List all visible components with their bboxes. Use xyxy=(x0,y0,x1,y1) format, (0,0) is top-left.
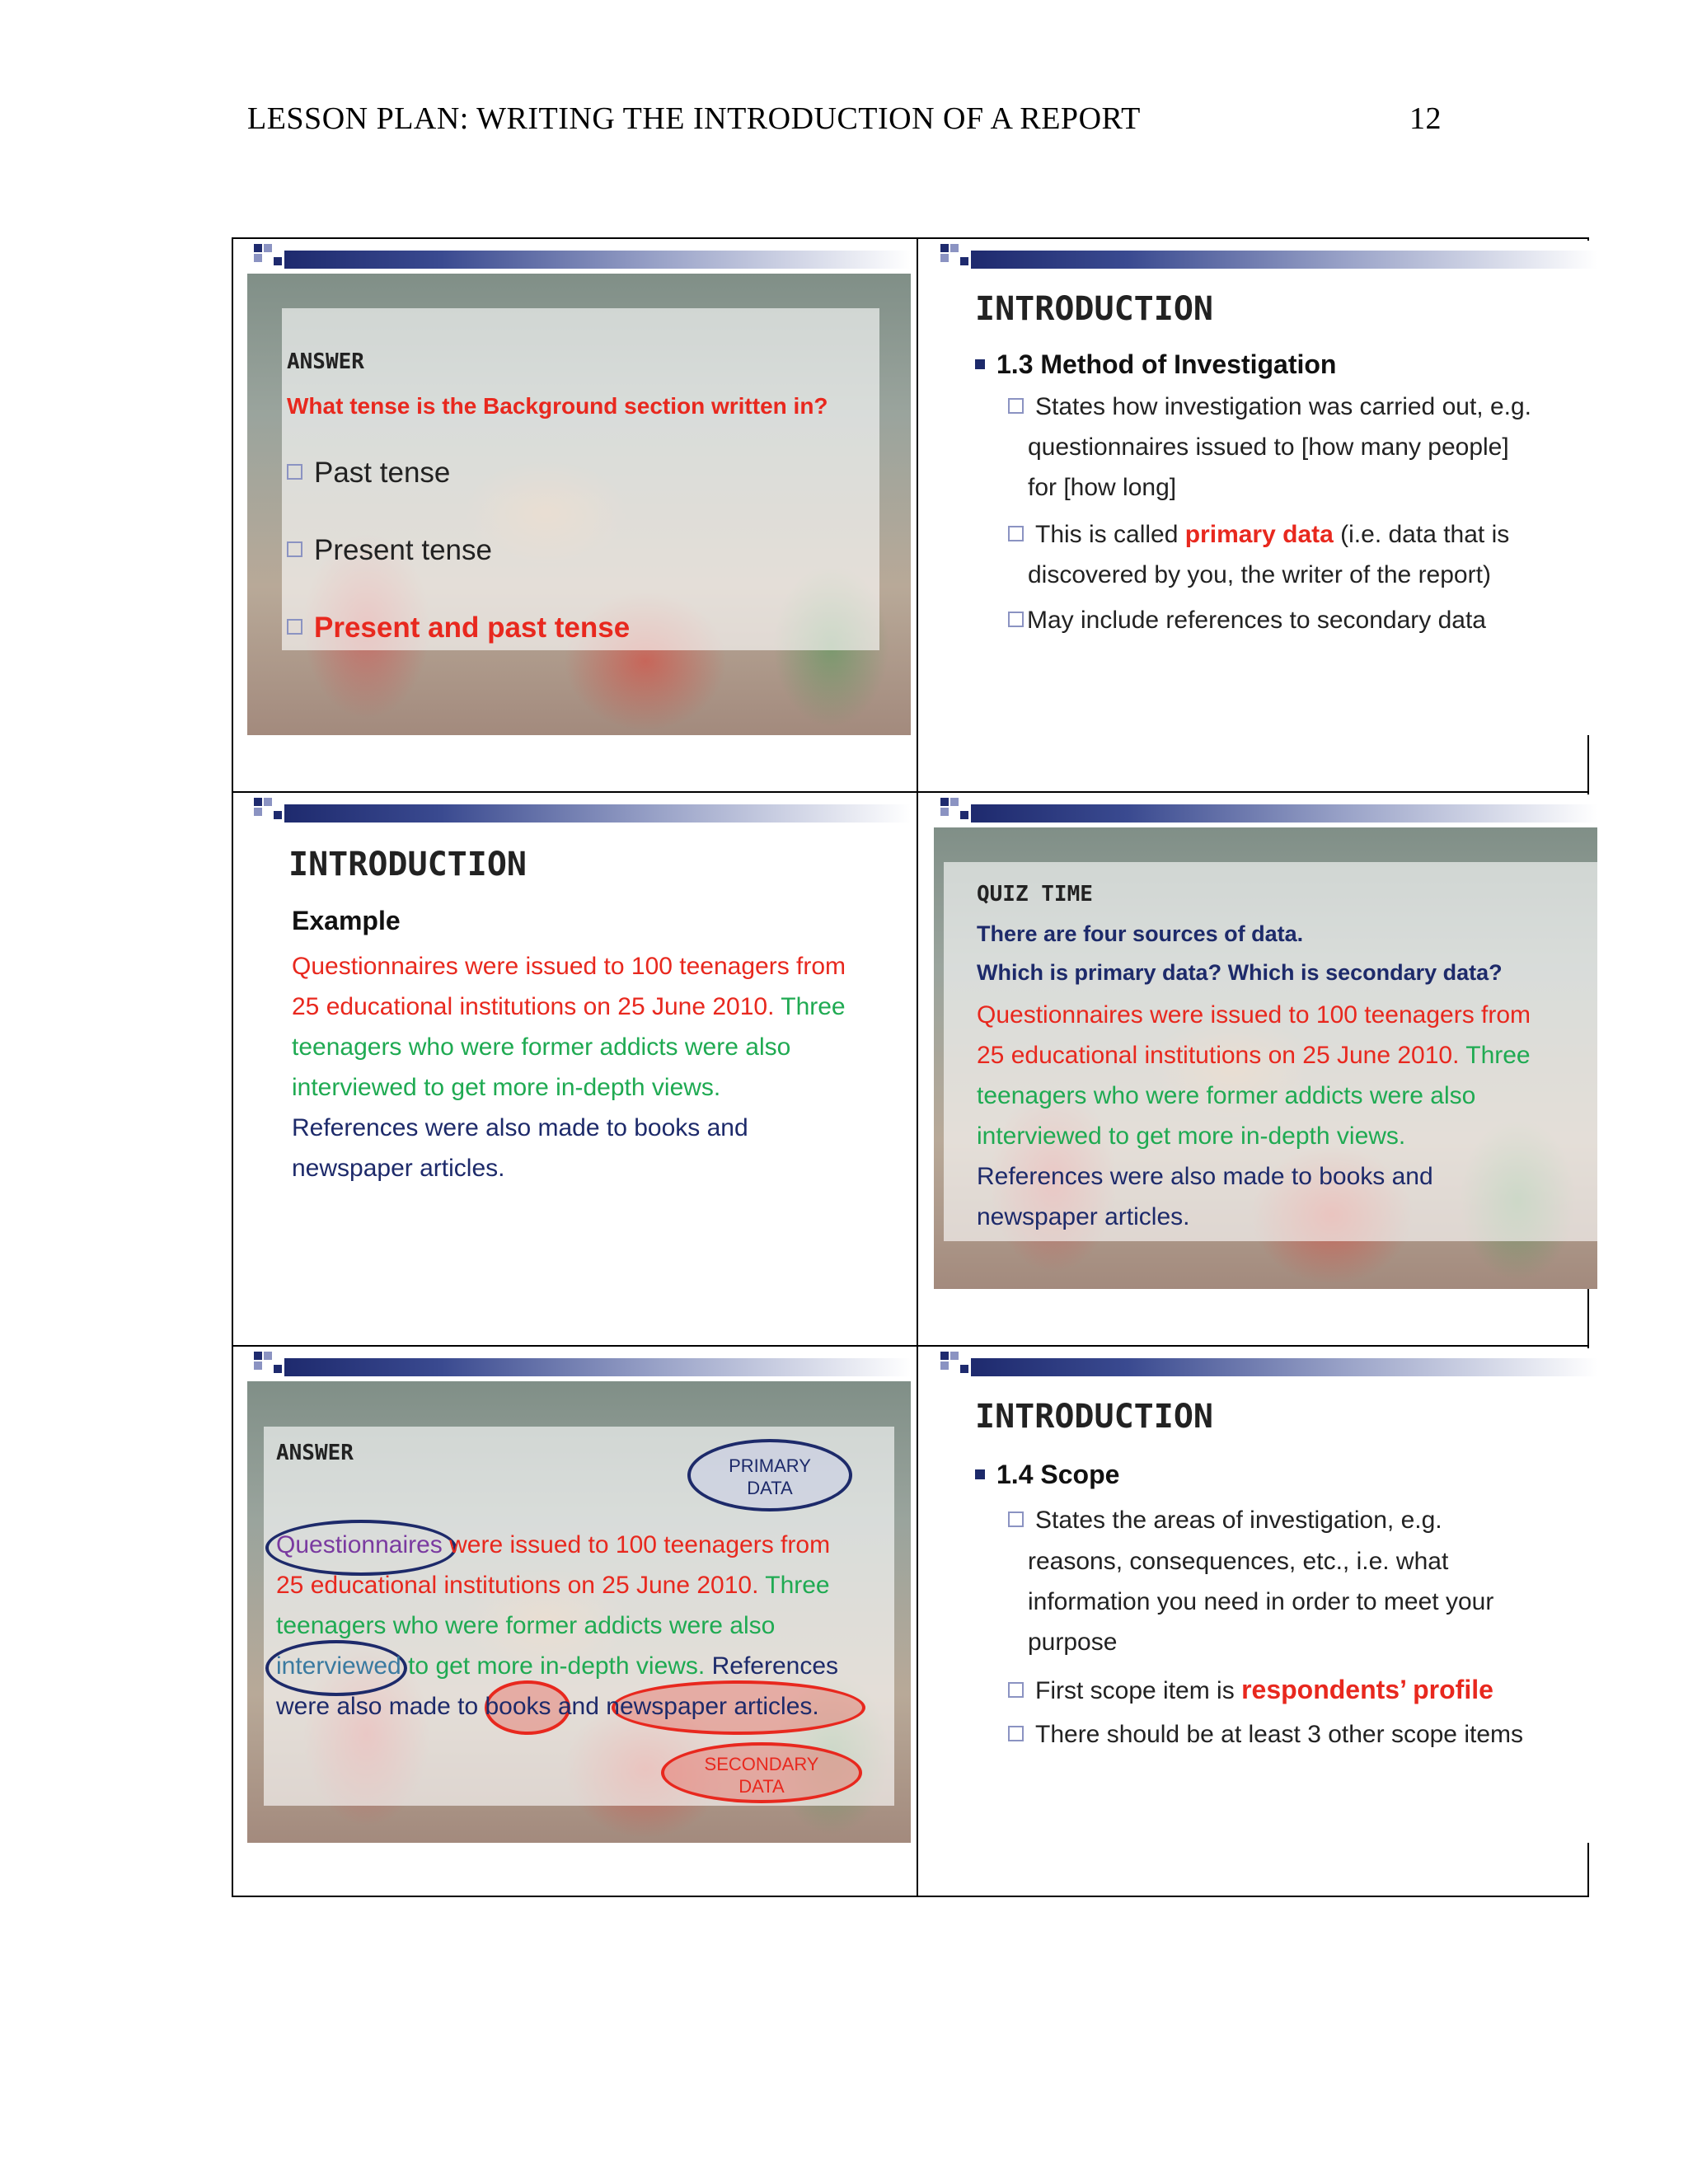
checkbox-bullet-icon xyxy=(1008,1682,1024,1698)
secondary-data-label: SECONDARY xyxy=(704,1754,819,1774)
slide-heading: 1.3 Method of Investigation xyxy=(975,349,1336,380)
example-text-line: Questionnaires were issued to 100 teenagers from xyxy=(292,953,846,980)
table-divider-row-1 xyxy=(232,791,1589,793)
checkbox-bullet-icon xyxy=(287,541,302,557)
checkbox-bullet-icon xyxy=(1008,398,1024,414)
answer-text-line: were also made to books and newspaper articles. xyxy=(276,1693,819,1720)
option-past-tense: Past tense xyxy=(287,457,450,490)
quiz-text-line: Questionnaires were issued to 100 teenagers from xyxy=(977,1001,1531,1029)
slide-header-bar xyxy=(247,1348,911,1381)
bullet-text: This is called primary data (i.e. data that is xyxy=(1008,521,1509,549)
slide-quiz-time xyxy=(934,794,1597,1289)
slide-method-of-investigation xyxy=(934,241,1597,735)
answer-text-line: Questionnaires were issued to 100 teenagers from xyxy=(276,1531,831,1558)
slide-title: INTRODUCTION xyxy=(975,290,1213,328)
slide-header-bar xyxy=(247,241,911,274)
checkbox-bullet-icon xyxy=(1008,612,1024,627)
checkbox-bullet-icon xyxy=(287,464,302,480)
slide-label: ANSWER xyxy=(276,1441,354,1465)
secondary-data-label: DATA xyxy=(738,1776,785,1797)
checkbox-bullet-icon xyxy=(1008,526,1024,541)
slide-header-bar xyxy=(934,1348,1597,1381)
square-bullet-icon xyxy=(975,1469,985,1479)
example-text-line: teenagers who were former addicts were also xyxy=(292,1033,791,1061)
checkbox-bullet-icon xyxy=(1008,1726,1024,1741)
option-present-tense: Present tense xyxy=(287,534,492,567)
quiz-instruction: There are four sources of data. xyxy=(977,921,1304,946)
bullet-text: First scope item is respondents’ profile xyxy=(1008,1675,1493,1705)
slide-title: INTRODUCTION xyxy=(975,1398,1213,1436)
bullet-text: May include references to secondary data xyxy=(1008,607,1486,635)
slide-label: QUIZ TIME xyxy=(977,882,1093,907)
answer-text-line: teenagers who were former addicts were also xyxy=(276,1612,776,1639)
bullet-text: There should be at least 3 other scope items xyxy=(1008,1721,1523,1749)
slide-title: INTRODUCTION xyxy=(288,846,527,883)
slide-answer-tense xyxy=(247,241,911,735)
bullet-text: reasons, consequences, etc., i.e. what xyxy=(1028,1548,1449,1575)
quiz-text-line: References were also made to books and xyxy=(977,1163,1433,1190)
bullet-text: for [how long] xyxy=(1028,474,1177,501)
table-divider-vertical xyxy=(917,237,918,1897)
quiz-text-line: newspaper articles. xyxy=(977,1203,1190,1230)
example-text-line: newspaper articles. xyxy=(292,1155,505,1182)
running-head: LESSON PLAN: WRITING THE INTRODUCTION OF A REPORT xyxy=(247,101,1141,136)
answer-text-line: 25 educational institutions on 25 June 2010. Three xyxy=(276,1572,830,1599)
slide-answer-data-sources xyxy=(247,1348,911,1843)
bullet-text: information you need in order to meet your xyxy=(1028,1588,1494,1615)
slide-question: What tense is the Background section written in? xyxy=(287,393,828,419)
slide-heading: 1.4 Scope xyxy=(975,1460,1119,1490)
example-text-line: References were also made to books and xyxy=(292,1114,748,1141)
table-divider-row-2 xyxy=(232,1345,1589,1347)
option-present-and-past-tense: Present and past tense xyxy=(287,612,630,644)
slide-scope xyxy=(934,1348,1597,1843)
quiz-text-line: 25 educational institutions on 25 June 2010. Three xyxy=(977,1042,1531,1069)
page-number: 12 xyxy=(1409,101,1442,136)
bullet-text: discovered by you, the writer of the report) xyxy=(1028,561,1491,588)
slide-introduction-example xyxy=(247,794,911,1289)
bullet-text: States the areas of investigation, e.g. xyxy=(1008,1507,1442,1535)
slide-header-bar xyxy=(934,241,1597,274)
bullet-text: purpose xyxy=(1028,1629,1118,1656)
slide-label: ANSWER xyxy=(287,349,364,374)
slide-header-bar xyxy=(247,794,911,827)
answer-text-line: interviewed to get more in-depth views. References xyxy=(276,1652,839,1680)
quiz-text-line: teenagers who were former addicts were also xyxy=(977,1082,1476,1109)
slide-header-bar xyxy=(934,794,1597,827)
quiz-question: Which is primary data? Which is secondary data? xyxy=(977,960,1503,985)
slide-heading: Example xyxy=(292,906,401,935)
checkbox-bullet-icon xyxy=(287,619,302,635)
example-text-line: interviewed to get more in-depth views. xyxy=(292,1074,721,1101)
bullet-text: States how investigation was carried out, e.g. xyxy=(1008,393,1531,421)
quiz-text-line: interviewed to get more in-depth views. xyxy=(977,1122,1406,1150)
square-bullet-icon xyxy=(975,359,985,369)
example-text-line: 25 educational institutions on 25 June 2010. Three xyxy=(292,993,846,1020)
bullet-text: questionnaires issued to [how many people] xyxy=(1028,434,1509,461)
primary-data-label: PRIMARY xyxy=(729,1455,811,1476)
primary-data-label: DATA xyxy=(747,1478,793,1498)
checkbox-bullet-icon xyxy=(1008,1511,1024,1527)
